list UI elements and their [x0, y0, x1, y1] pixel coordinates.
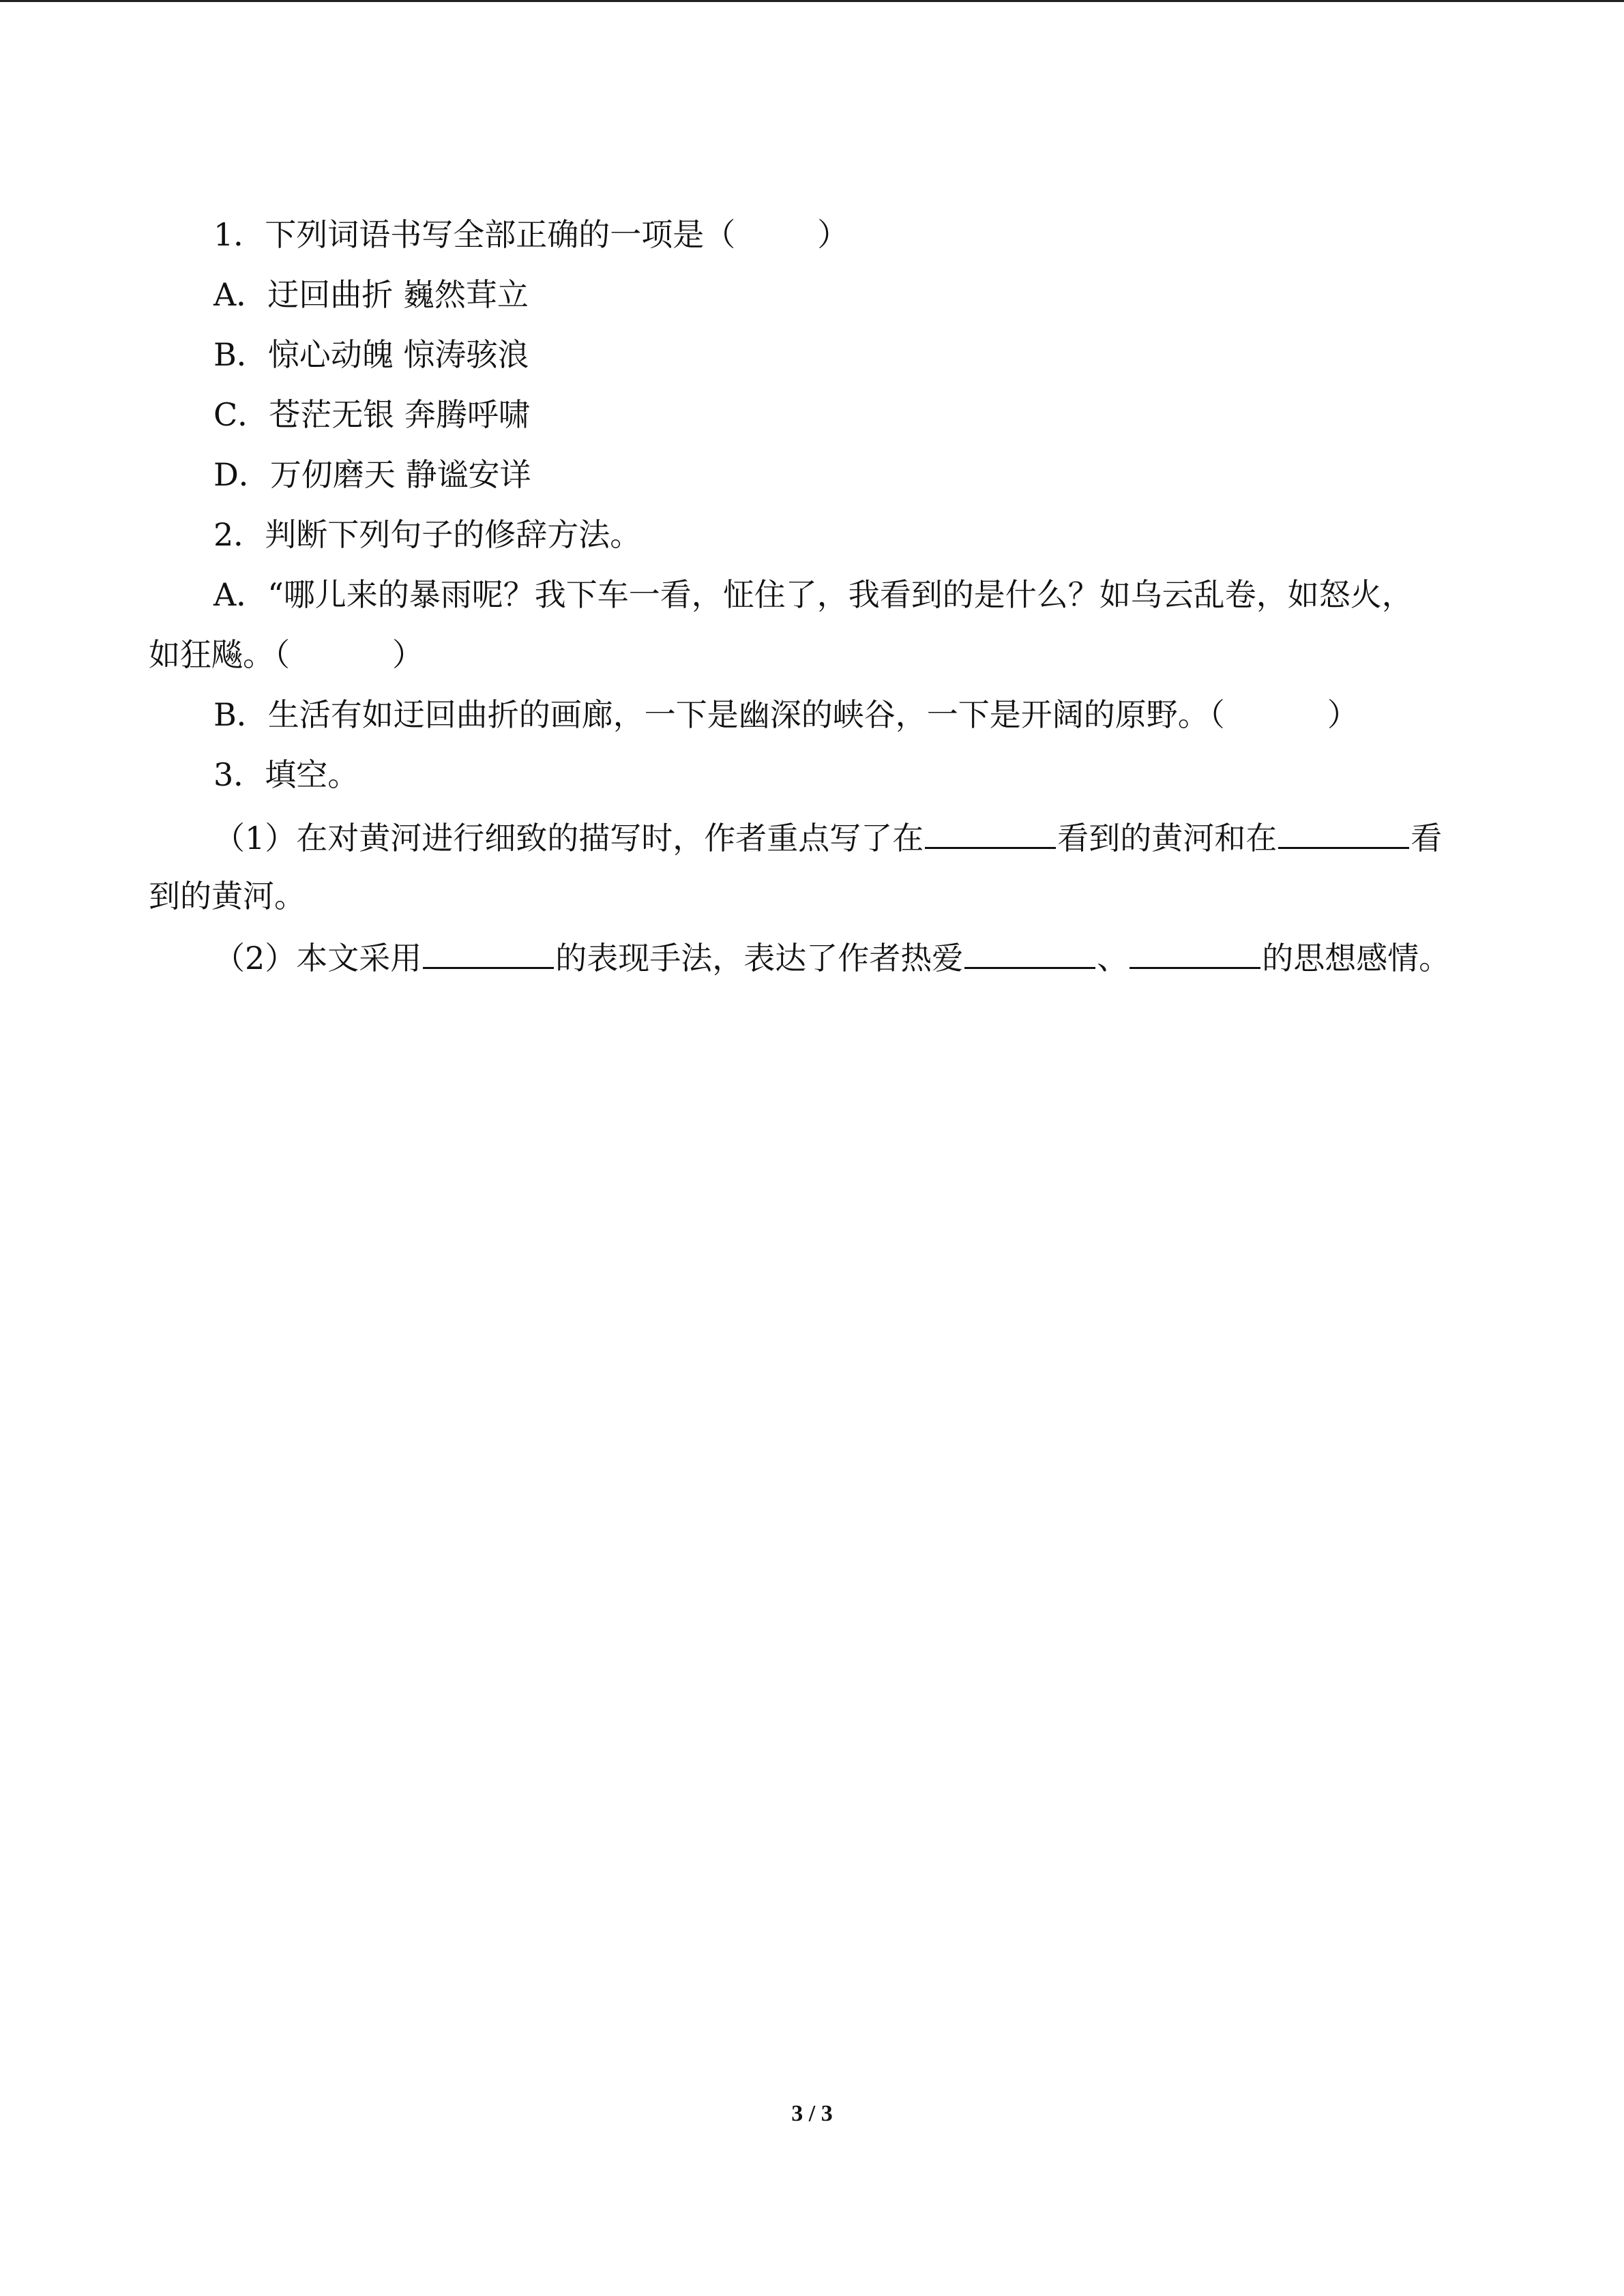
question-3-part-1-line-2: 到的黄河。 [149, 878, 306, 914]
question-2-a-line-1: A．“哪儿来的暴雨呢？我下车一看，怔住了，我看到的是什么？如乌云乱卷，如怒火， [213, 576, 1413, 613]
question-2-a-text: 如狂飚。（ [149, 636, 290, 673]
question-1-stem [213, 214, 848, 255]
question-1-option-b: B．惊心动魄 惊涛骇浪 [213, 336, 529, 373]
question-1-option-c: C．苍茫无银 奔腾呼啸 [213, 396, 530, 433]
question-3-stem: 3．填空。 [213, 756, 359, 793]
fill-blank[interactable] [423, 936, 554, 969]
question-3-part-2 [213, 936, 1450, 979]
question-2-a-line-2 [149, 634, 424, 675]
question-2-b [213, 694, 1359, 735]
fill-blank[interactable] [1278, 816, 1409, 849]
question-1-text: 1．下列词语书写全部正确的一项是（ [213, 216, 736, 253]
question-1-option-a: A．迂回曲折 巍然茸立 [213, 276, 529, 313]
question-3-part-1-text-a: （1）在对黄河进行细致的描写时，作者重点写了在 [213, 820, 924, 856]
question-2-stem: 2．判断下列句子的修辞方法。 [213, 516, 642, 553]
question-3-part-1-text-c: 看 [1411, 820, 1443, 856]
paren-close: ） [817, 216, 849, 253]
question-2-b-text: B．生活有如迂回曲折的画廊，一下是幽深的峡谷，一下是开阔的原野。（ [213, 696, 1225, 733]
question-3-part-2-text-b: 的表现手法，表达了作者热爱 [555, 940, 964, 976]
question-3-part-1-line-1 [213, 816, 1442, 859]
question-1-option-d: D．万仞磨天 静谧安详 [213, 456, 531, 493]
question-3-part-2-text-c: 、 [1097, 940, 1129, 976]
fill-blank[interactable] [964, 936, 1095, 969]
question-3-part-1-text-b: 看到的黄河和在 [1057, 820, 1278, 856]
fill-blank[interactable] [1130, 936, 1260, 969]
question-3-part-2-text-d: 的思想感情。 [1262, 940, 1451, 976]
paren-close: ） [392, 636, 424, 673]
fill-blank[interactable] [925, 816, 1056, 849]
question-3-part-2-text-a: （2）本文采用 [213, 940, 422, 976]
paren-close: ） [1327, 696, 1359, 733]
page-number: 3 / 3 [791, 2101, 833, 2126]
